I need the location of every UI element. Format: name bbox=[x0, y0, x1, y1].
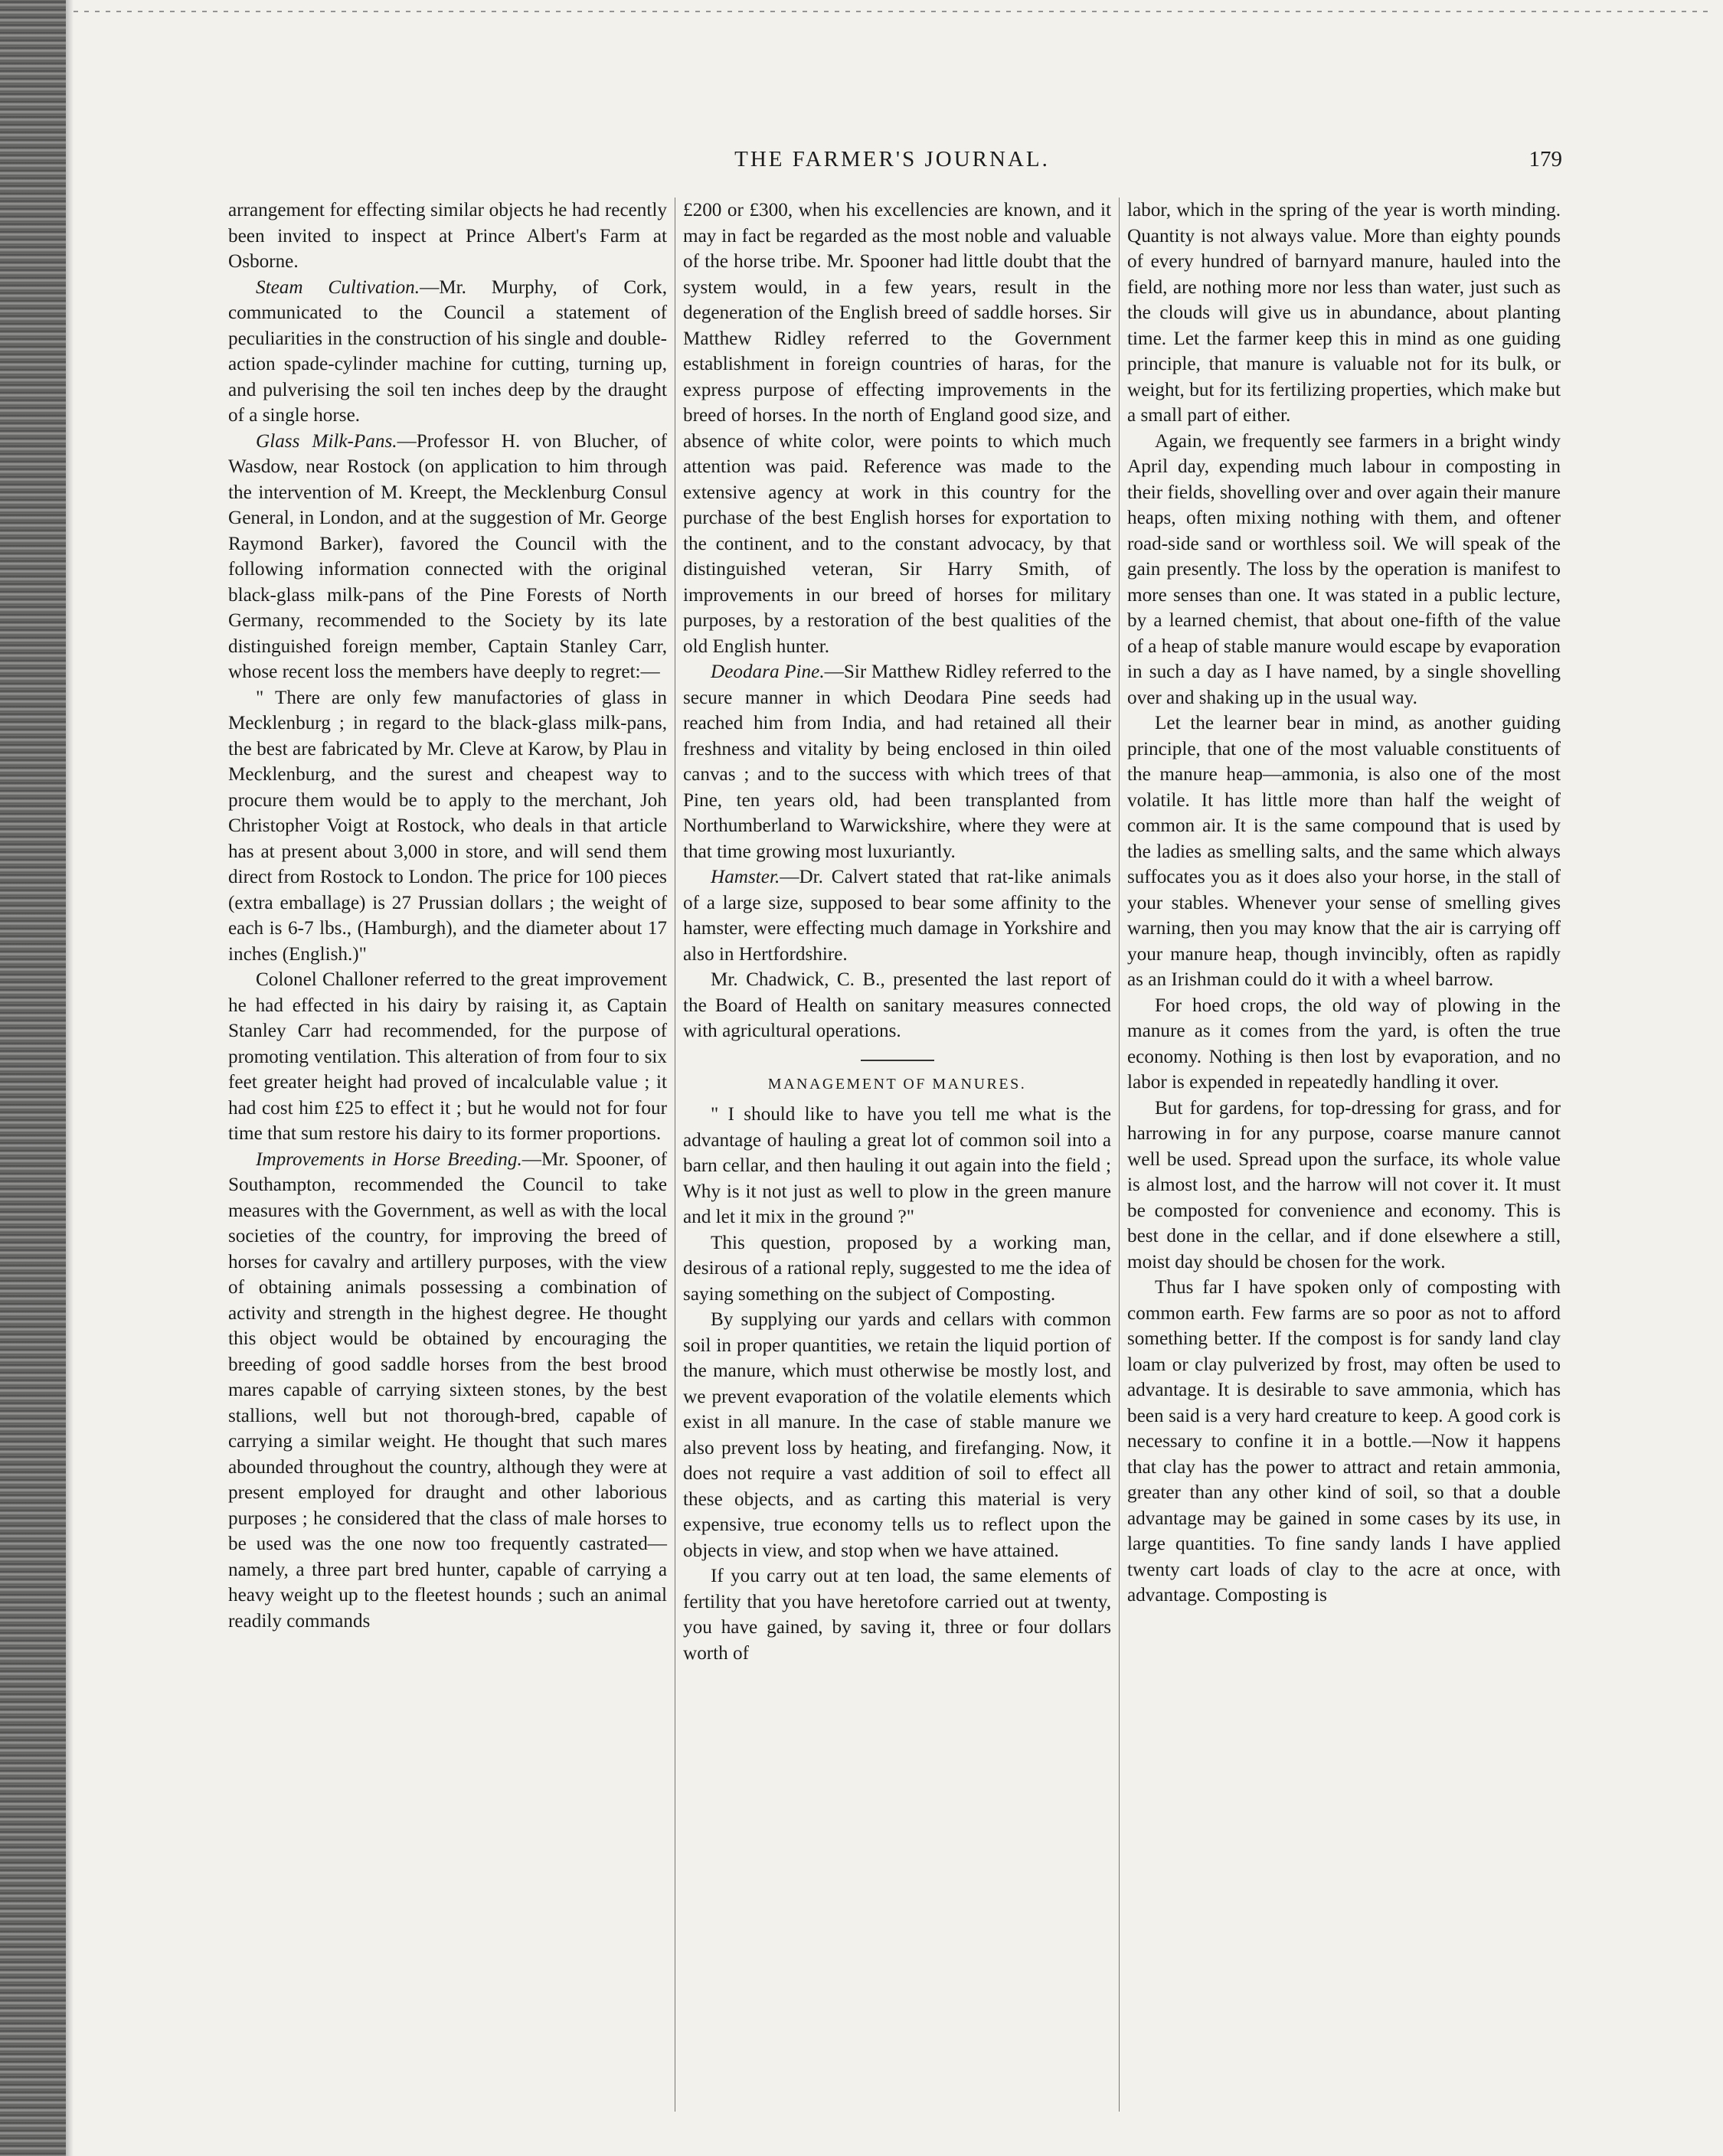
article-columns bbox=[228, 198, 1561, 2112]
paragraph: arrangement for effecting similar objects he had recently been invited to inspect at Prince Albert's Farm at Osborne. bbox=[228, 200, 667, 272]
scan-top-edge bbox=[74, 11, 1712, 12]
paragraph-lead: Improvements in Horse Breeding. bbox=[256, 1148, 522, 1170]
scan-edge-shadow bbox=[66, 0, 74, 2156]
paragraph-lead: Hamster. bbox=[711, 867, 780, 887]
quoted-paragraph: " I should like to have you tell me what is the advantage of hauling a great lot of common soil into a barn cellar, and then hauling it out again into the field ; Why is it not just as well to plow in the green manure and let it mix in the ground ?" bbox=[683, 1104, 1111, 1227]
paragraph: By supplying our yards and cellars with common soil in proper quantities, we retain the liquid portion of the manure, which must otherwise be mostly lost, and we prevent evaporation of the volatile elements which exist in all manure. In the case of stable manure we also prevent loss by heating, and firefanging. Now, it does not require a vast addition of soil to effect all these objects, and as carting this material is very expensive, true economy tells us to reflect upon the objects in view, and stop when we have attained. bbox=[683, 1309, 1111, 1561]
column-2 bbox=[675, 198, 1120, 2112]
paragraph-lead: Steam Cultivation. bbox=[256, 276, 420, 298]
section-divider bbox=[861, 1060, 934, 1061]
paragraph bbox=[228, 1147, 667, 1635]
paragraph-body: —Professor H. von Blucher, of Wasdow, near Rostock (on application to him through the intervention of M. Kreept, the Mecklenburg Consul General, in London, and at the suggestion of Mr. George Raymond Barker), favored the Council with the following information connected with the original black-glass milk-pans of the Pine Forests of North Germany, recommended to the Society by its late distinguished foreign member, Captain Stanley Carr, whose recent loss the members have deeply to regret:— bbox=[228, 430, 667, 682]
paragraph: labor, which in the spring of the year is worth minding. Quantity is not always value. More than eighty pounds of every hundred of barnyard manure, hauled into the field, are nothing more nor less than water, just such as the clouds will give us in abundance, about planting time. Let the farmer keep this in mind as one guiding principle, that manure is valuable not for its bulk, or weight, but for its fertilizing properties, which make but a small part of either. bbox=[1127, 200, 1561, 426]
paragraph: Mr. Chadwick, C. B., presented the last report of the Board of Health on sanitary measures connected with agricultural operations. bbox=[683, 969, 1111, 1041]
paragraph: But for gardens, for top-dressing for grass, and for harrowing in for any purpose, coarse manure cannot well be used. Spread upon the surface, its whole value is almost lost, and the harrow will not cover it. It must be composted for convenience and economy. This is best done in the cellar, and if done elsewhere a still, moist day should be chosen for the work. bbox=[1127, 1097, 1561, 1272]
section-heading: MANAGEMENT OF MANURES. bbox=[767, 1075, 1027, 1093]
quoted-paragraph: " There are only few manufactories of glass in Mecklenburg ; in regard to the black-glass milk-pans, the best are fabricated by Mr. Cleve at Karow, by Plau in Mecklenburg, and the surest and cheapest way to procure them would be to apply to the merchant, Joh Christopher Voigt at Rostock, who deals in that article has at present about 3,000 in store, and will send them direct from Rostock to London. The price for 100 pieces (extra emballage) is 27 Prussian dollars ; the weight of each is 6-7 lbs., (Hamburgh), and the diameter about 17 inches (English.)" bbox=[228, 687, 667, 965]
running-title: THE FARMER'S JOURNAL. bbox=[734, 147, 1050, 172]
paragraph-body: —Dr. Calvert stated that rat-like animals of a large size, supposed to bear some affinity to the hamster, were effecting much damage in Yorkshire and also in Hertfordshire. bbox=[683, 867, 1111, 965]
paragraph bbox=[228, 429, 667, 685]
paragraph bbox=[228, 275, 667, 429]
paragraph bbox=[683, 864, 1111, 967]
paragraph: Thus far I have spoken only of composting with common earth. Few farms are so poor as not to afford something better. If the compost is for sandy land clay loam or clay pulverized by frost, may often be used to advantage. It is desirable to save ammonia, which has been said is a very hard creature to keep. A good cork is necessary to confine it in a bottle.—Now it happens that clay has the power to attract and retain ammonia, greater than any other kind of soil, so that a double advantage may be gained in some cases by its use, in large quantities. To fine sandy lands I have applied twenty cart loads of clay to the acre at once, with advantage. Composting is bbox=[1127, 1277, 1561, 1606]
paragraph bbox=[683, 659, 1111, 864]
page-header bbox=[222, 147, 1562, 185]
column-3 bbox=[1120, 198, 1561, 2112]
paragraph: This question, proposed by a working man, desirous of a rational reply, suggested to me the idea of saying something on the subject of Composting. bbox=[683, 1232, 1111, 1305]
paragraph-body: —Mr. Spooner, of Southampton, recommended the Council to take measures with the Government, as well as with the local societies of the country, for improving the breed of horses for cavalry and artillery purposes, with the view of obtaining animals possessing a combination of activity and strength in the highest degree. He thought this object would be obtained by encouraging the breeding of good saddle horses from the best brood mares capable of carrying sixteen stones, by the best stallions, well but not thorough-bred, capable of carrying a similar weight. He thought that such mares abounded throughout the country, although they were at present employed for draught and other laborious purposes ; he considered that the class of male horses to be used was the one now too frequently castrated—namely, a three part bred hunter, capable of carrying a heavy weight up to the fleetest hounds ; such an animal readily commands bbox=[228, 1148, 667, 1632]
paragraph-body: —Mr. Murphy, of Cork, communicated to the Council a statement of peculiarities in the construction of his single and double-action spade-cylinder machine for cutting, turning up, and pulverising the soil ten inches deep by the draught of a single horse. bbox=[228, 276, 667, 426]
paragraph: If you carry out at ten load, the same elements of fertility that you have heretofore carried out at twenty, you have gained, by saving it, three or four dollars worth of bbox=[683, 1566, 1111, 1664]
paragraph: Again, we frequently see farmers in a bright windy April day, expending much labour in composting in their fields, shovelling over and over again their manure heaps, often mixing nothing with them, and oftener road-side sand or worthless soil. We will speak of the gain presently. The loss by the operation is manifest to more senses than one. It was stated in a public lecture, by a learned chemist, that about one-fifth of the value of a heap of stable manure would escape by evaporation in such a day as I have named, by a single shovelling over and shaking up in the usual way. bbox=[1127, 430, 1561, 708]
column-1 bbox=[228, 198, 675, 2112]
paragraph: Let the learner bear in mind, as another guiding principle, that one of the most valuable constituents of the manure heap—ammonia, is also one of the most volatile. It has little more than half the weight of common air. It is the same compound that is used by the ladies as smelling salts, and the same which always suffocates you as it does also your horse, in the stall of your stables. Whenever your sense of smelling gives warning, then you may know that the air is carrying off your manure heap, though invincibly, often as rapidly as an Irishman could do it with a wheel barrow. bbox=[1127, 713, 1561, 990]
scan-binding-edge bbox=[0, 0, 66, 2156]
paragraph-lead: Glass Milk-Pans. bbox=[256, 430, 397, 452]
paragraph-lead: Deodara Pine. bbox=[711, 662, 825, 682]
page-number: 179 bbox=[1528, 147, 1562, 172]
paragraph-body: —Sir Matthew Ridley referred to the secure manner in which Deodara Pine seeds had reached him from India, and had retained all their freshness and vitality by being enclosed in thin oiled canvas ; and to the success with which trees of that Pine, ten years old, had been transplanted from Northumberland to Warwickshire, where they were at that time growing most luxuriantly. bbox=[683, 662, 1112, 862]
paragraph: Colonel Challoner referred to the great improvement he had effected in his dairy by raising it, as Captain Stanley Carr had recommended, for the purpose of promoting ventilation. This alteration of from four to six feet greater height had proved of incalculable value ; it had cost him £25 to effect it ; but he would not for four time that sum restore his dairy to its former proportions. bbox=[228, 969, 667, 1144]
paragraph: For hoed crops, the old way of plowing in the manure as it comes from the yard, is often the true economy. Nothing is then lost by evaporation, and no labor is expended in repeatedly handling it over. bbox=[1127, 995, 1561, 1093]
paragraph: £200 or £300, when his excellencies are known, and it may in fact be regarded as the most noble and valuable of the horse tribe. Mr. Spooner had little doubt that the system would, in a few years, result in the degeneration of the English breed of saddle horses. Sir Matthew Ridley referred to the Government establishment in foreign countries of haras, for the express purpose of effecting improvements in the breed of horses. In the north of England good size, and absence of white color, were points to which much attention was paid. Reference was made to the extensive agency at work in this country for the purchase of the best English horses for exportation to the continent, and to the constant advocacy, by that distinguished veteran, Sir Harry Smith, of improvements in our breed of horses for military purposes, by a restoration of the best qualities of the old English hunter. bbox=[683, 200, 1111, 657]
